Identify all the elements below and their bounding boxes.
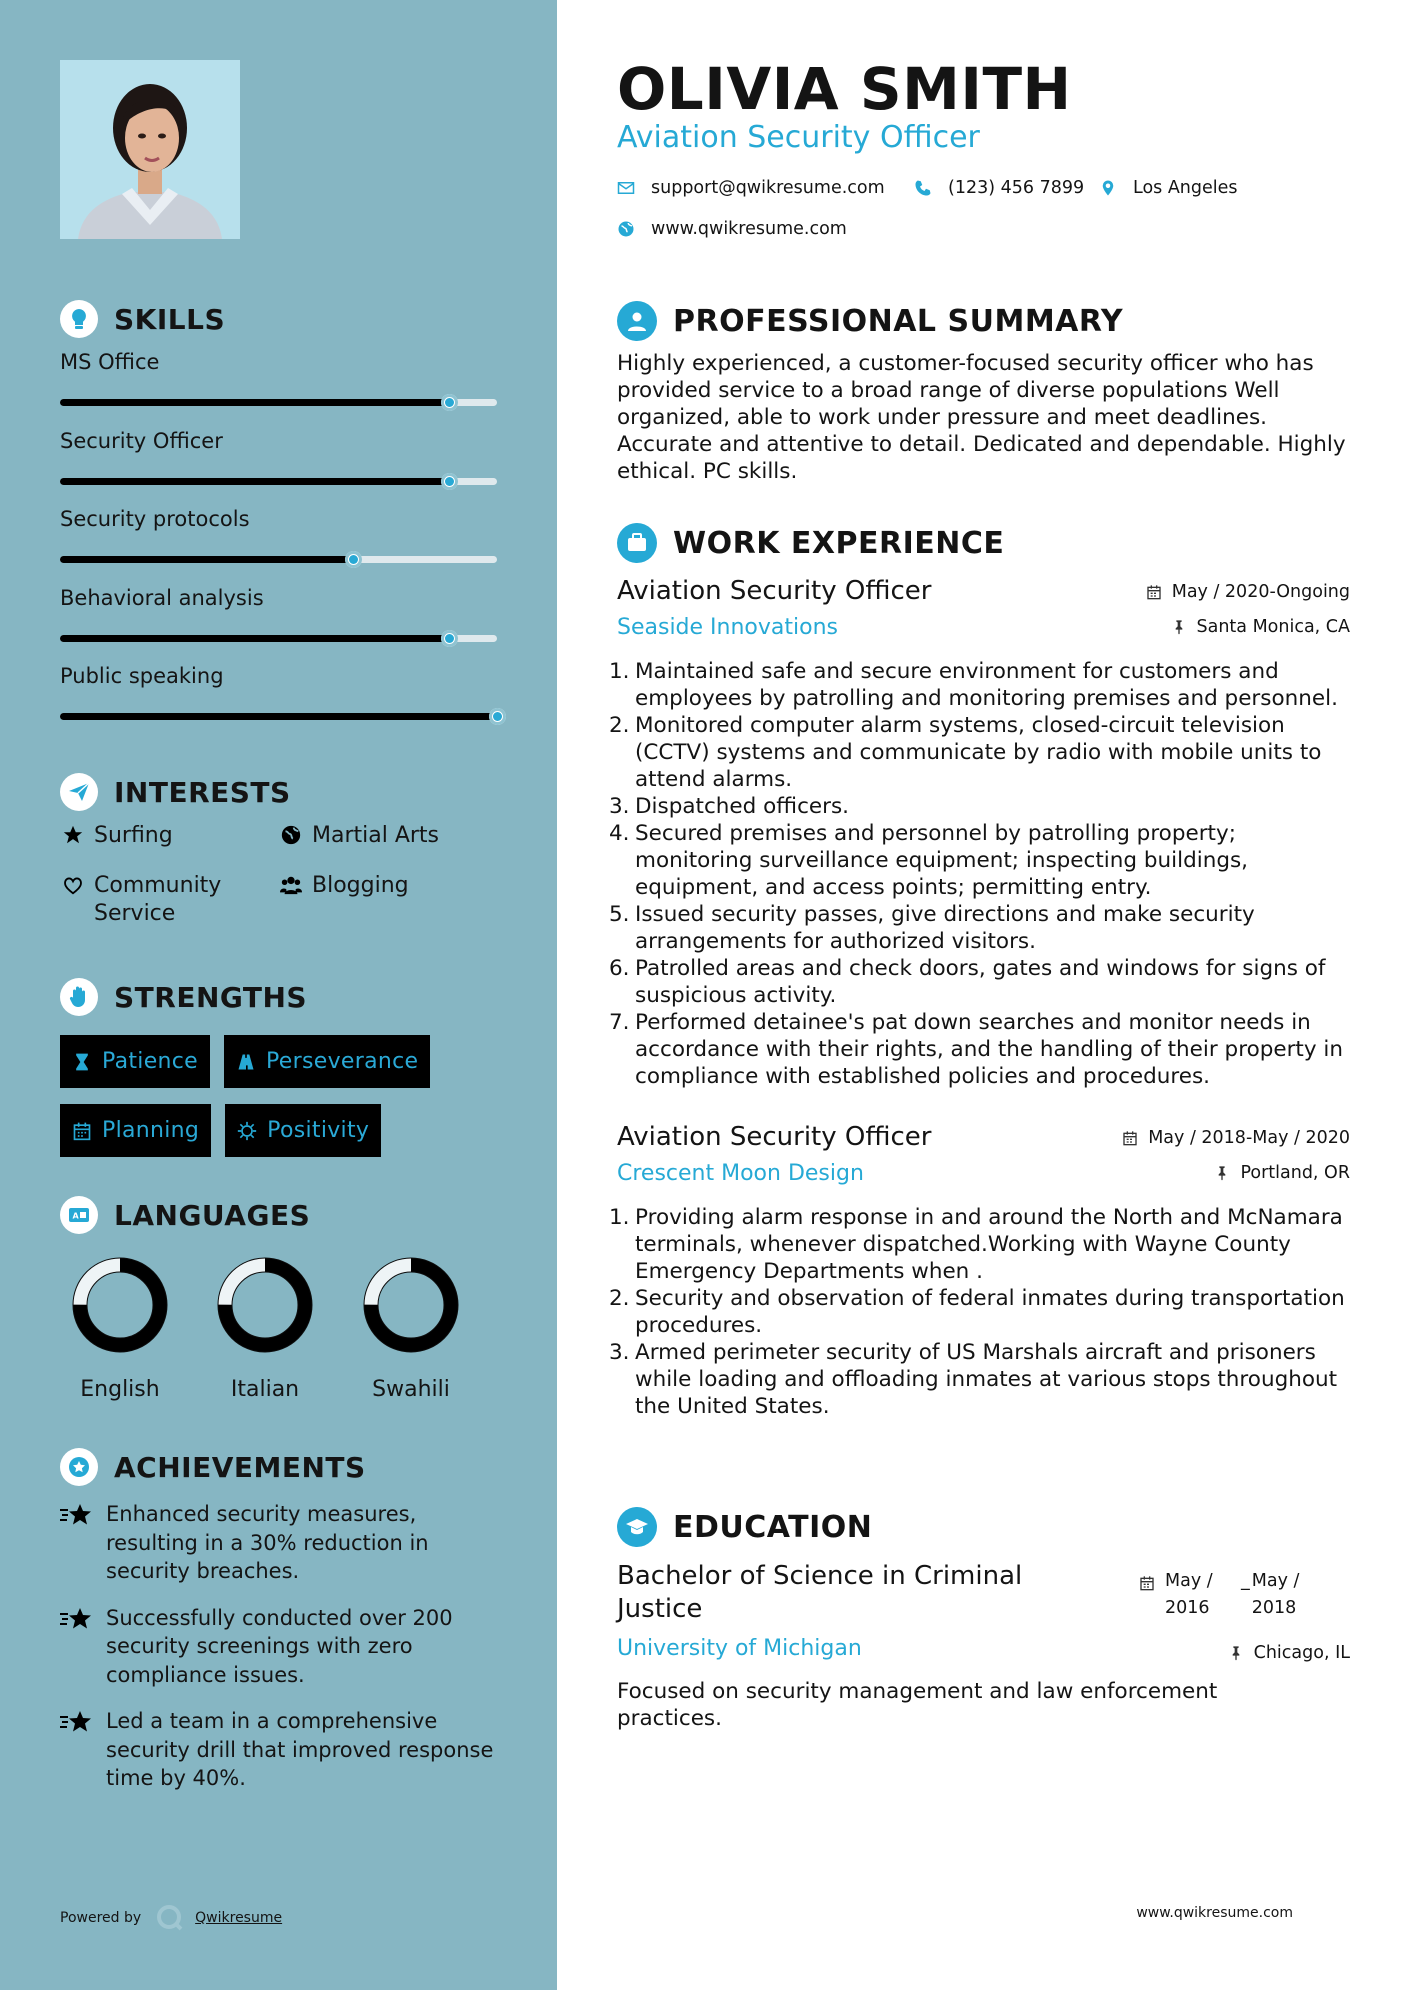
skill-fill	[60, 635, 449, 642]
language-item	[205, 1255, 325, 1402]
job-duty	[609, 955, 1350, 1009]
job-date	[1122, 1128, 1350, 1148]
job-company: Crescent Moon Design	[617, 1161, 864, 1186]
globe-icon	[617, 220, 635, 238]
skill-fill	[60, 713, 497, 720]
email-text: support@qwikresume.com	[651, 178, 885, 198]
profile-photo	[60, 60, 240, 239]
language-item	[351, 1255, 471, 1402]
interest-label: Blogging	[312, 873, 409, 898]
job-duty	[609, 901, 1350, 955]
pushpin-icon	[1214, 1165, 1230, 1181]
phone-icon	[914, 179, 932, 197]
education-date-separator: _	[1241, 1571, 1250, 1591]
duty-text: Secured premises and personnel by patrolling property; monitoring surveillance equipment; inspecting buildings, equipment, and access points; permitting entry.	[635, 821, 1249, 900]
website-contact[interactable]	[617, 219, 847, 239]
experience-title: WORK EXPERIENCE	[673, 525, 1005, 561]
hourglass-icon	[72, 1052, 92, 1072]
skill-knob	[441, 630, 458, 647]
summary-section	[617, 300, 1350, 485]
shooting-star-icon	[60, 1707, 96, 1793]
skill-item	[60, 664, 500, 743]
interest-label: Community Service	[94, 873, 222, 926]
star-icon	[60, 822, 86, 848]
duty-number: 3.	[609, 1340, 630, 1365]
strength-row	[60, 1035, 480, 1088]
job-duty	[609, 658, 1350, 712]
job-company: Seaside Innovations	[617, 615, 838, 640]
strength-label: Planning	[102, 1118, 200, 1143]
education-school: University of Michigan	[617, 1636, 862, 1661]
skill-label: Security protocols	[60, 507, 250, 531]
summary-text: Highly experienced, a customer-focused security officer who has provided service to a broad range of diverse populations Well organized, able to work under pressure and meet deadlines. Accurate and attentive to detail. Dedicated and dependable. Highly ethical. PC skills.	[617, 351, 1346, 484]
skill-label: Security Officer	[60, 428, 223, 453]
language-label: English	[80, 1377, 160, 1402]
user-icon	[617, 301, 657, 341]
skill-knob	[441, 473, 458, 490]
summary-title: PROFESSIONAL SUMMARY	[673, 303, 1124, 339]
job-location-text: Santa Monica, CA	[1196, 617, 1350, 637]
job-header	[617, 1122, 1350, 1194]
achievements-list	[60, 1500, 500, 1811]
shooting-star-icon	[60, 1604, 96, 1690]
strengths-heading	[60, 978, 307, 1016]
strength-badge	[60, 1035, 210, 1088]
skills-heading	[60, 300, 225, 338]
award-icon	[60, 1448, 98, 1486]
qwikresume-logo-icon	[155, 1903, 185, 1933]
language-icon	[60, 1196, 98, 1234]
job-duty	[609, 1339, 1350, 1420]
skill-fill	[60, 399, 449, 406]
calendar-icon	[1146, 584, 1162, 600]
duty-number: 1.	[609, 1205, 630, 1230]
duty-number: 6.	[609, 956, 630, 981]
globe-icon	[278, 822, 304, 848]
candidate-name: OLIVIA SMITH	[617, 55, 1072, 123]
skill-track	[60, 556, 497, 563]
job-entry	[609, 576, 1350, 1090]
language-label: Italian	[230, 1377, 300, 1402]
skill-item	[60, 350, 500, 429]
duty-number: 1.	[609, 659, 630, 684]
job-duties	[609, 658, 1350, 1090]
skill-item	[60, 507, 500, 586]
skill-label: MS Office	[60, 350, 160, 374]
job-duty	[609, 820, 1350, 901]
job-role: Aviation Security Officer	[617, 576, 932, 606]
lightbulb-icon	[60, 300, 98, 338]
job-duty	[609, 712, 1350, 793]
job-duty	[609, 1204, 1350, 1285]
job-duty	[609, 793, 1350, 820]
svg-text:A: A	[72, 1211, 79, 1221]
job-location	[1214, 1163, 1350, 1183]
strength-badge	[225, 1104, 381, 1157]
qwikresume-link[interactable]: Qwikresume	[195, 1910, 283, 1926]
duty-text: Patrolled areas and check doors, gates and windows for signs of suspicious activity.	[635, 956, 1326, 1008]
duty-number: 2.	[609, 1286, 630, 1311]
strength-label: Perseverance	[266, 1049, 419, 1074]
email-contact[interactable]	[617, 178, 885, 198]
duty-number: 5.	[609, 902, 630, 927]
skill-knob	[345, 551, 362, 568]
skill-label: Behavioral analysis	[60, 585, 264, 610]
languages-title: LANGUAGES	[114, 1198, 311, 1232]
achievements-heading	[60, 1448, 366, 1486]
calendar-icon	[1139, 1575, 1155, 1591]
interests-heading	[60, 773, 291, 811]
languages-heading	[60, 1196, 310, 1234]
graduation-cap-icon	[617, 1507, 657, 1547]
language-gauge	[215, 1255, 315, 1355]
sidebar	[0, 0, 557, 1990]
skills-list	[60, 350, 500, 743]
education-end: May / 2018	[1251, 1571, 1300, 1618]
experience-section	[609, 522, 1350, 1420]
skill-label: Public speaking	[60, 664, 224, 688]
powered-by-label: Powered by	[60, 1910, 142, 1926]
duty-text: Security and observation of federal inmates during transportation procedures.	[635, 1286, 1345, 1338]
duty-text: Issued security passes, give directions and make security arrangements for authorized visitors.	[635, 902, 1255, 954]
skill-track	[60, 399, 497, 406]
education-location-text: Chicago, IL	[1253, 1643, 1350, 1663]
education-location	[1228, 1643, 1350, 1663]
job-duties	[609, 1204, 1350, 1420]
interest-label: Martial Arts	[312, 823, 440, 848]
job-location-text: Portland, OR	[1240, 1163, 1350, 1183]
achievement-text: Enhanced security measures, resulting in a 30% reduction in security breaches.	[106, 1502, 429, 1583]
job-date-text: May / 2020-Ongoing	[1171, 582, 1350, 602]
job-entry	[609, 1122, 1350, 1420]
pushpin-icon	[1228, 1645, 1244, 1661]
achievement-text: Led a team in a comprehensive security drill that improved response time by 40%.	[106, 1709, 494, 1790]
achievement-text: Successfully conducted over 200 security screenings with zero compliance issues.	[106, 1605, 453, 1687]
summary-heading	[617, 300, 1350, 342]
pushpin-icon	[1171, 619, 1187, 635]
experience-heading	[617, 522, 1350, 564]
skill-track	[60, 713, 497, 720]
education-heading	[617, 1506, 1350, 1548]
heart-icon	[60, 872, 86, 898]
education-description: Focused on security management and law enforcement practices.	[617, 1679, 1218, 1731]
paper-plane-icon	[60, 773, 98, 811]
strength-badge	[224, 1035, 430, 1088]
strengths-title: STRENGTHS	[114, 980, 308, 1014]
education-section	[617, 1506, 1350, 1732]
language-label: Swahili	[372, 1377, 450, 1402]
strength-badge	[60, 1104, 211, 1157]
job-header	[617, 576, 1350, 648]
strength-label: Patience	[102, 1049, 199, 1074]
language-gauge	[70, 1255, 170, 1355]
footer-website[interactable]: www.qwikresume.com	[1136, 1905, 1293, 1921]
duty-number: 3.	[609, 794, 630, 819]
sun-icon	[237, 1121, 257, 1141]
skills-title: SKILLS	[114, 302, 226, 336]
skill-item	[60, 586, 500, 665]
calendar-icon	[1122, 1130, 1138, 1146]
interest-item	[60, 822, 278, 850]
calendar-icon	[72, 1121, 92, 1141]
duty-number: 7.	[609, 1010, 630, 1035]
duty-number: 2.	[609, 713, 630, 738]
strengths-list	[60, 1035, 480, 1173]
skill-knob	[441, 394, 458, 411]
interest-item	[60, 872, 278, 928]
achievement-item	[60, 1604, 500, 1690]
education-title: EDUCATION	[673, 1509, 873, 1545]
skill-track	[60, 478, 497, 485]
location-text: Los Angeles	[1133, 178, 1238, 198]
duty-text: Maintained safe and secure environment for customers and employees by patrolling and monitoring premises and personnel.	[635, 659, 1338, 711]
road-icon	[236, 1052, 256, 1072]
interests-list	[60, 822, 500, 928]
job-location	[1171, 617, 1351, 637]
achievement-item	[60, 1500, 500, 1586]
website-text: www.qwikresume.com	[651, 219, 847, 239]
location-contact	[1099, 178, 1238, 198]
education-degree: Bachelor of Science in Criminal Justice	[617, 1561, 1023, 1624]
job-duty	[609, 1009, 1350, 1090]
education-start: May / 2016	[1165, 1571, 1213, 1618]
interest-item	[278, 872, 500, 928]
interest-item	[278, 822, 500, 850]
job-duty	[609, 1285, 1350, 1339]
skill-fill	[60, 556, 353, 563]
users-icon	[278, 872, 304, 898]
duty-number: 4.	[609, 821, 630, 846]
hand-icon	[60, 978, 98, 1016]
briefcase-icon	[617, 523, 657, 563]
education-header	[617, 1560, 1350, 1678]
language-item	[60, 1255, 180, 1402]
education-dates	[1139, 1568, 1312, 1622]
achievement-item	[60, 1707, 500, 1793]
duty-text: Providing alarm response in and around the North and McNamara terminals, whenever dispatched.Working with Wayne County Emergency Departments when .	[635, 1205, 1343, 1284]
phone-contact[interactable]	[914, 178, 1084, 198]
skill-fill	[60, 478, 449, 485]
job-role: Aviation Security Officer	[617, 1122, 932, 1152]
skill-item	[60, 429, 500, 508]
job-date	[1146, 582, 1350, 602]
envelope-icon	[617, 179, 635, 197]
interest-label: Surfing	[94, 823, 173, 848]
skill-knob	[489, 708, 506, 725]
candidate-title: Aviation Security Officer	[617, 120, 980, 155]
strength-label: Positivity	[267, 1118, 370, 1143]
duty-text: Performed detainee's pat down searches and monitor needs in accordance with their rights, and the handling of their property in compliance with established policies and procedures.	[635, 1010, 1344, 1089]
skill-track	[60, 635, 497, 642]
duty-text: Armed perimeter security of US Marshals aircraft and prisoners while loading and offloading inmates at various stops throughout the United States.	[635, 1340, 1338, 1419]
map-pin-icon	[1099, 179, 1117, 197]
powered-by	[60, 1903, 282, 1933]
job-date-text: May / 2018-May / 2020	[1148, 1128, 1350, 1148]
achievements-title: ACHIEVEMENTS	[114, 1450, 366, 1484]
strength-row	[60, 1104, 480, 1157]
duty-text: Monitored computer alarm systems, closed-circuit television (CCTV) systems and communicate by radio with mobile units to attend alarms.	[635, 713, 1322, 792]
interests-title: INTERESTS	[114, 775, 291, 809]
shooting-star-icon	[60, 1500, 96, 1586]
language-gauge	[361, 1255, 461, 1355]
duty-text: Dispatched officers.	[635, 794, 850, 819]
phone-text: (123) 456 7899	[948, 178, 1085, 198]
